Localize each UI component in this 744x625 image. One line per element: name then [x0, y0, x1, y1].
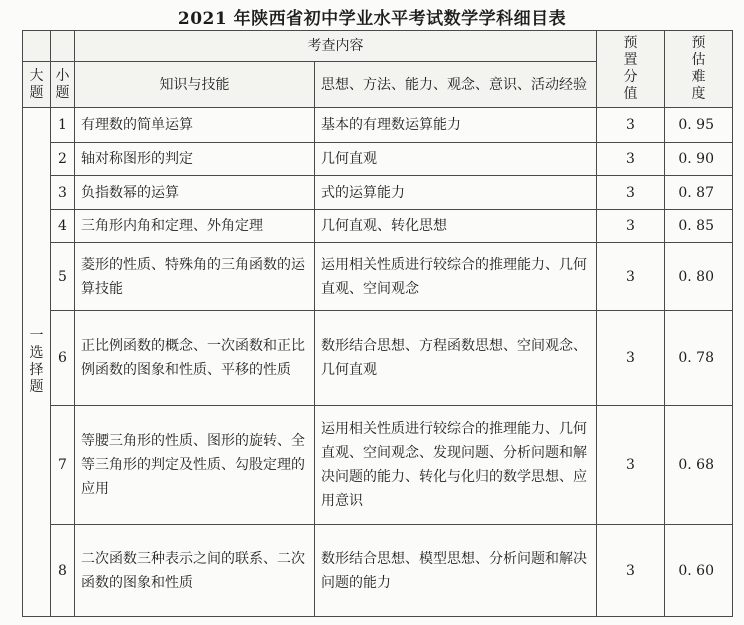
- header-row-top: [23, 31, 733, 62]
- row-thinking: 几何直观: [315, 143, 597, 176]
- row-number: 2: [51, 143, 75, 176]
- row-difficulty: 0. 78: [665, 311, 733, 406]
- table-row: [23, 311, 733, 406]
- row-number: 7: [51, 406, 75, 525]
- row-thinking: 基本的有理数运算能力: [315, 108, 597, 143]
- row-number: 8: [51, 525, 75, 617]
- row-difficulty: 0. 90: [665, 143, 733, 176]
- table-row: [23, 525, 733, 617]
- row-difficulty: 0. 85: [665, 210, 733, 243]
- row-difficulty: 0. 80: [665, 243, 733, 311]
- row-thinking: 数形结合思想、模型思想、分析问题和解决问题的能力: [315, 525, 597, 617]
- row-score: 3: [597, 143, 665, 176]
- header-knowledge: 知识与技能: [75, 62, 315, 108]
- row-score: 3: [597, 525, 665, 617]
- row-difficulty: 0. 60: [665, 525, 733, 617]
- header-thinking: 思想、方法、能力、观念、意识、活动经验: [315, 62, 597, 108]
- row-score: 3: [597, 176, 665, 210]
- row-number: 6: [51, 311, 75, 406]
- row-thinking: 运用相关性质进行较综合的推理能力、几何直观、空间观念、发现问题、分析问题和解决问题的能力、转化与化归的数学思想、应用意识: [315, 406, 597, 525]
- header-difficulty: 预估难度: [665, 31, 733, 108]
- header-blank-cell: [51, 31, 75, 62]
- row-number: 3: [51, 176, 75, 210]
- row-knowledge: 有理数的简单运算: [75, 108, 315, 143]
- row-difficulty: 0. 95: [665, 108, 733, 143]
- row-score: 3: [597, 210, 665, 243]
- spec-table: [22, 30, 733, 617]
- table-row: [23, 108, 733, 143]
- row-number: 4: [51, 210, 75, 243]
- row-knowledge: 轴对称图形的判定: [75, 143, 315, 176]
- row-number: 1: [51, 108, 75, 143]
- header-blank-cell: [23, 31, 51, 62]
- row-thinking: 式的运算能力: [315, 176, 597, 210]
- row-difficulty: 0. 87: [665, 176, 733, 210]
- row-knowledge: 菱形的性质、特殊角的三角函数的运算技能: [75, 243, 315, 311]
- header-content: 考查内容: [75, 31, 597, 62]
- table-row: [23, 243, 733, 311]
- table-row: [23, 176, 733, 210]
- row-thinking: 数形结合思想、方程函数思想、空间观念、几何直观: [315, 311, 597, 406]
- table-row: [23, 143, 733, 176]
- row-thinking: 几何直观、转化思想: [315, 210, 597, 243]
- row-number: 5: [51, 243, 75, 311]
- row-score: 3: [597, 311, 665, 406]
- section-cell: 一选择题: [23, 108, 51, 617]
- document-title: 2021 年陕西省初中学业水平考试数学学科细目表: [177, 9, 567, 29]
- row-knowledge: 正比例函数的概念、一次函数和正比例函数的图象和性质、平移的性质: [75, 311, 315, 406]
- header-item: 小题: [51, 62, 75, 108]
- row-difficulty: 0. 68: [665, 406, 733, 525]
- row-score: 3: [597, 108, 665, 143]
- table-row: [23, 406, 733, 525]
- row-score: 3: [597, 406, 665, 525]
- row-knowledge: 三角形内角和定理、外角定理: [75, 210, 315, 243]
- header-score: 预置分值: [597, 31, 665, 108]
- row-score: 3: [597, 243, 665, 311]
- row-knowledge: 等腰三角形的性质、图形的旋转、全等三角形的判定及性质、勾股定理的应用: [75, 406, 315, 525]
- row-knowledge: 二次函数三种表示之间的联系、二次函数的图象和性质: [75, 525, 315, 617]
- table-row: [23, 210, 733, 243]
- row-knowledge: 负指数幂的运算: [75, 176, 315, 210]
- header-section: 大题: [23, 62, 51, 108]
- row-thinking: 运用相关性质进行较综合的推理能力、几何直观、空间观念: [315, 243, 597, 311]
